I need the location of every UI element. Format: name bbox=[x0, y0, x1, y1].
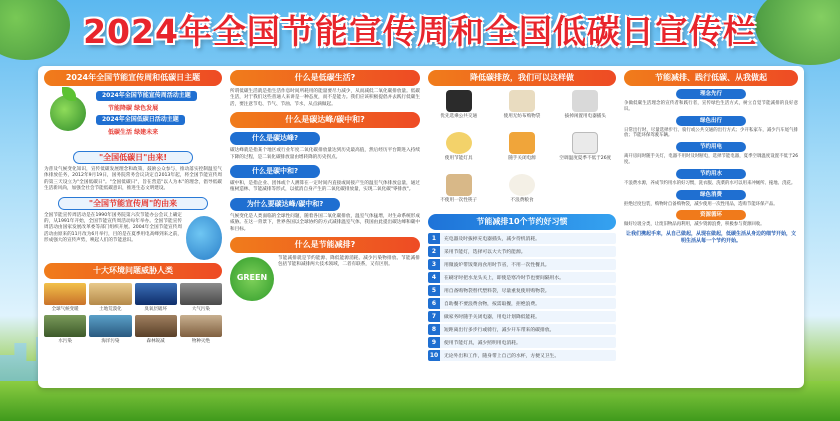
actions-grid bbox=[428, 90, 616, 214]
green-travel-text: 日常出行时，尽量选择步行、骑行或公共交通的出行方式；少开私家车，减少汽车尾气排放；节能环保驾驶车辆。 bbox=[624, 127, 798, 139]
threat-item bbox=[180, 315, 222, 344]
threat-label: 全球气候变暖 bbox=[51, 306, 79, 312]
tip-item: 5 用自备购物袋替代塑料袋，尽量重复使用购物袋。 bbox=[428, 285, 616, 296]
low-carbon-life-header: 什么是低碳生活? bbox=[230, 70, 420, 86]
q3-text: 气候变化是人类面临的全球性问题，随着各国二氧化碳排放，温室气体猛增，对生命系统形成威胁。在这一背景下，世界各国以全球协约的方式减排温室气体，我国由此提出碳达峰和碳中和目标。 bbox=[230, 213, 420, 232]
q2-label: 什么是碳中和? bbox=[230, 165, 320, 178]
energy-saving-block bbox=[230, 253, 420, 301]
bag-icon bbox=[509, 90, 535, 112]
tips-header: 节能减排10个节约好习惯 bbox=[428, 214, 616, 230]
tip-item: 6 自助餐不要浪费食物，按需取餐，拒绝浪费。 bbox=[428, 298, 616, 309]
green-consumption-text: 拒绝过度包装，购物时自备购物袋，减少使用一次性用品，选购节能环保产品。 bbox=[624, 201, 778, 207]
threat-photo bbox=[44, 283, 86, 305]
rice-bowl-icon bbox=[509, 174, 535, 196]
theme2-text: 低碳生活 绿建未来 bbox=[108, 129, 159, 136]
threat-label: 海洋污染 bbox=[101, 338, 120, 344]
concept-first-text: 争做低碳生活理念的宣传者和践行者，宣传绿色生活方式，树立自觉节能减排的良好意识。 bbox=[624, 101, 798, 112]
energy-week-origin-block bbox=[44, 210, 222, 260]
save-water-text: 不浪费水源，养成节约用水的好习惯，洗衣服、洗菜的水可以用来冲厕所、拖地、浇花。 bbox=[624, 180, 796, 186]
threat-label: 土地荒漠化 bbox=[99, 306, 122, 312]
energy-week-origin-text: 全国节能宣传周活动是在1990年国务院第六次节能办公会议上确定的，从1991年开始，全国节能宣传周活动每年举办。全国节能宣传周活动由国家发展改革委等部门组织开展。2004年全国节能宣传周活动由原来的11月改为6月举行，目的是在夏季用电高峰到来之前，形成强大的宣传声势，唤起人们的节能意识。 bbox=[44, 212, 182, 244]
threat-item bbox=[44, 283, 86, 312]
practice-header: 节能减排、践行低碳、从我做起 bbox=[624, 70, 798, 86]
low-carbon-life-text: 所谓低碳生活就是指生活作息时间所耗用的能量要尽力减少，从而减低二氧化碳排放量。低碳生活，对于我们这些普通人来讲是一种态度，而不是能力。我们应该积极提倡并去践行低碳生活，要注意节电、节气、节油、节水，从点滴做起。 bbox=[230, 89, 420, 107]
q3-label: 为什么要碳达峰/碳中和? bbox=[230, 198, 340, 211]
green-travel-label: 绿色出行 bbox=[676, 116, 746, 126]
action-item bbox=[428, 174, 489, 214]
action-label: 随手关闭电源 bbox=[508, 156, 536, 161]
concept-first-label: 理念先行 bbox=[676, 89, 746, 99]
action-label: 空调温度夏季不低于26度 bbox=[559, 156, 612, 161]
tips-list bbox=[428, 233, 616, 361]
column-low-carbon bbox=[230, 70, 420, 382]
save-water-label: 节约用水 bbox=[676, 169, 746, 179]
action-label: 不浪费粮食 bbox=[510, 198, 534, 203]
themes-block bbox=[44, 89, 222, 147]
resource-recycle-label: 资源循环 bbox=[676, 210, 746, 220]
q1-label: 什么是碳达峰? bbox=[230, 132, 320, 145]
page-title: 2024年全国节能宣传周和全国低碳日宣传栏 bbox=[83, 12, 757, 51]
threat-label: 臭氧层破坏 bbox=[144, 306, 167, 312]
action-item bbox=[491, 132, 552, 172]
action-label: 不使用一次性筷子 bbox=[440, 198, 478, 203]
action-label: 使用无纺布购物袋 bbox=[503, 114, 541, 119]
save-electricity-text: 离开房间时随手关灯，电器不用时及时断电，选择节能电器，夏季空调温度设置不低于26度。 bbox=[624, 154, 798, 165]
save-electricity-label: 节约用电 bbox=[676, 142, 746, 152]
power-icon bbox=[509, 132, 535, 154]
energy-saving-text: 节能减排就是节约能源、降低能源消耗、减少污染物排放。节能减排包括节能和减排两大技术领域，二者有联系，又有区别。 bbox=[278, 256, 420, 268]
tip-item: 7 做家务时随手关闭电器，用电计划降低能耗。 bbox=[428, 311, 616, 322]
action-item bbox=[491, 90, 552, 130]
energy-week-origin-title: "全国节能宣传周"的由来 bbox=[58, 197, 208, 210]
theme1-label: 2024年全国节能宣传周活动主题 bbox=[96, 91, 197, 101]
threat-photo bbox=[89, 283, 131, 305]
threat-label: 大气污染 bbox=[191, 306, 210, 312]
bus-icon bbox=[446, 90, 472, 112]
tip-item: 3 用微波炉带饭菜再食用时节省，不用一次性餐具。 bbox=[428, 259, 616, 270]
action-label: 优先选乘公共交通 bbox=[440, 114, 478, 119]
threat-item bbox=[135, 283, 177, 312]
column-themes bbox=[44, 70, 222, 382]
threat-label: 水污染 bbox=[58, 338, 72, 344]
threat-photo bbox=[180, 315, 222, 337]
threat-photo bbox=[135, 315, 177, 337]
action-item bbox=[555, 90, 616, 130]
slogan: 让我们携起手来，从自己做起，从现在做起，低碳生活从身边的细节开始，文明生活从每一个节约开始。 bbox=[625, 231, 796, 245]
column-practice bbox=[624, 70, 798, 382]
low-carbon-day-origin-text: 为普及气候变化知识，宣传低碳发展理念和政策，鼓励公众参与，推动落实控制温室气体排放任务，2012年9月19日，国务院常务会议决定自2013年起，将全国节能宣传周的第三天设立为"全国低碳日"。"全国低碳日"，旨在营造"以人为本"的理念，倡导低碳生活新风尚，加强全社会节能低碳意识，推进生态文明建设。 bbox=[44, 167, 222, 192]
green-consumption-label: 绿色消费 bbox=[676, 190, 746, 200]
themes-header: 2024年全国节能宣传周和低碳日主题 bbox=[44, 70, 222, 86]
column-actions bbox=[428, 70, 616, 382]
action-label: 使用节能灯具 bbox=[444, 156, 473, 161]
q2-text: 碳中和，是指企业、团体或个人测算在一定时间内直接或间接产生的温室气体排放总量，通过植树造林、节能减排等形式，以抵消自身产生的二氧化碳排放量，实现二氧化碳"零排放"。 bbox=[230, 181, 420, 193]
energy-saving-header: 什么是节能减排? bbox=[230, 237, 420, 253]
tip-item: 8 短距离出行多步行或骑行，减少开车带来的碳排放。 bbox=[428, 324, 616, 335]
threat-item bbox=[89, 315, 131, 344]
threat-item bbox=[44, 315, 86, 344]
action-item bbox=[491, 174, 552, 214]
tip-item: 9 使用节能灯具，减少照明用电消耗。 bbox=[428, 337, 616, 348]
carbon-peak-header: 什么是碳达峰/碳中和? bbox=[230, 112, 420, 128]
theme1-text: 节能降碳 绿色发展 bbox=[108, 105, 159, 112]
earth-hands-icon bbox=[186, 216, 222, 260]
green-badge-text: GREEN bbox=[236, 273, 268, 283]
threat-photo bbox=[135, 283, 177, 305]
tip-item: 10 无论外出和工作，随身带上自己的水杯，方便又卫生。 bbox=[428, 350, 616, 361]
air-conditioner-icon bbox=[572, 132, 598, 154]
threats-grid bbox=[44, 283, 222, 344]
threat-label: 森林锐减 bbox=[146, 338, 165, 344]
chopsticks-icon bbox=[446, 174, 472, 196]
threat-photo bbox=[44, 315, 86, 337]
threat-item bbox=[135, 315, 177, 344]
action-label: 拔掉闲置用电器插头 bbox=[564, 114, 606, 119]
tip-item: 4 在刷牙时把水龙头关上，即使是寒冷时节也要间隔用水。 bbox=[428, 272, 616, 283]
threat-label: 物种灭绝 bbox=[191, 338, 210, 344]
low-carbon-day-origin-title: "全国低碳日"由来! bbox=[73, 151, 193, 164]
bulb-icon bbox=[446, 132, 472, 154]
resource-recycle-text: 做好垃圾分类，让废旧物品再利用，减少资源浪费，积极参与资源回收。 bbox=[624, 222, 765, 228]
tip-item: 1 充电器及时拔掉充电器插头，减少待机消耗。 bbox=[428, 233, 616, 244]
reduce-carbon-header: 降低碳排放，我们可以这样做 bbox=[428, 70, 616, 86]
threat-photo bbox=[89, 315, 131, 337]
q1-text: 碳达峰就是指某个地区或行业年度二氧化碳排放量达到历史最高值，然后经历平台期进入持续下降的过程，是二氧化碳排放量由增转降的历史拐点。 bbox=[230, 148, 420, 160]
threat-item bbox=[180, 283, 222, 312]
green-recycle-icon bbox=[230, 257, 274, 301]
action-item bbox=[428, 132, 489, 172]
action-item bbox=[428, 90, 489, 130]
plug-icon bbox=[572, 90, 598, 112]
tip-item: 2 采用节能灯，选择可以大大节约能源。 bbox=[428, 246, 616, 257]
action-item bbox=[555, 132, 616, 172]
threat-item bbox=[89, 283, 131, 312]
threats-header: 十大环境问题威胁人类 bbox=[44, 263, 222, 279]
theme2-label: 2024年全国低碳日活动主题 bbox=[96, 115, 185, 125]
threat-photo bbox=[180, 283, 222, 305]
